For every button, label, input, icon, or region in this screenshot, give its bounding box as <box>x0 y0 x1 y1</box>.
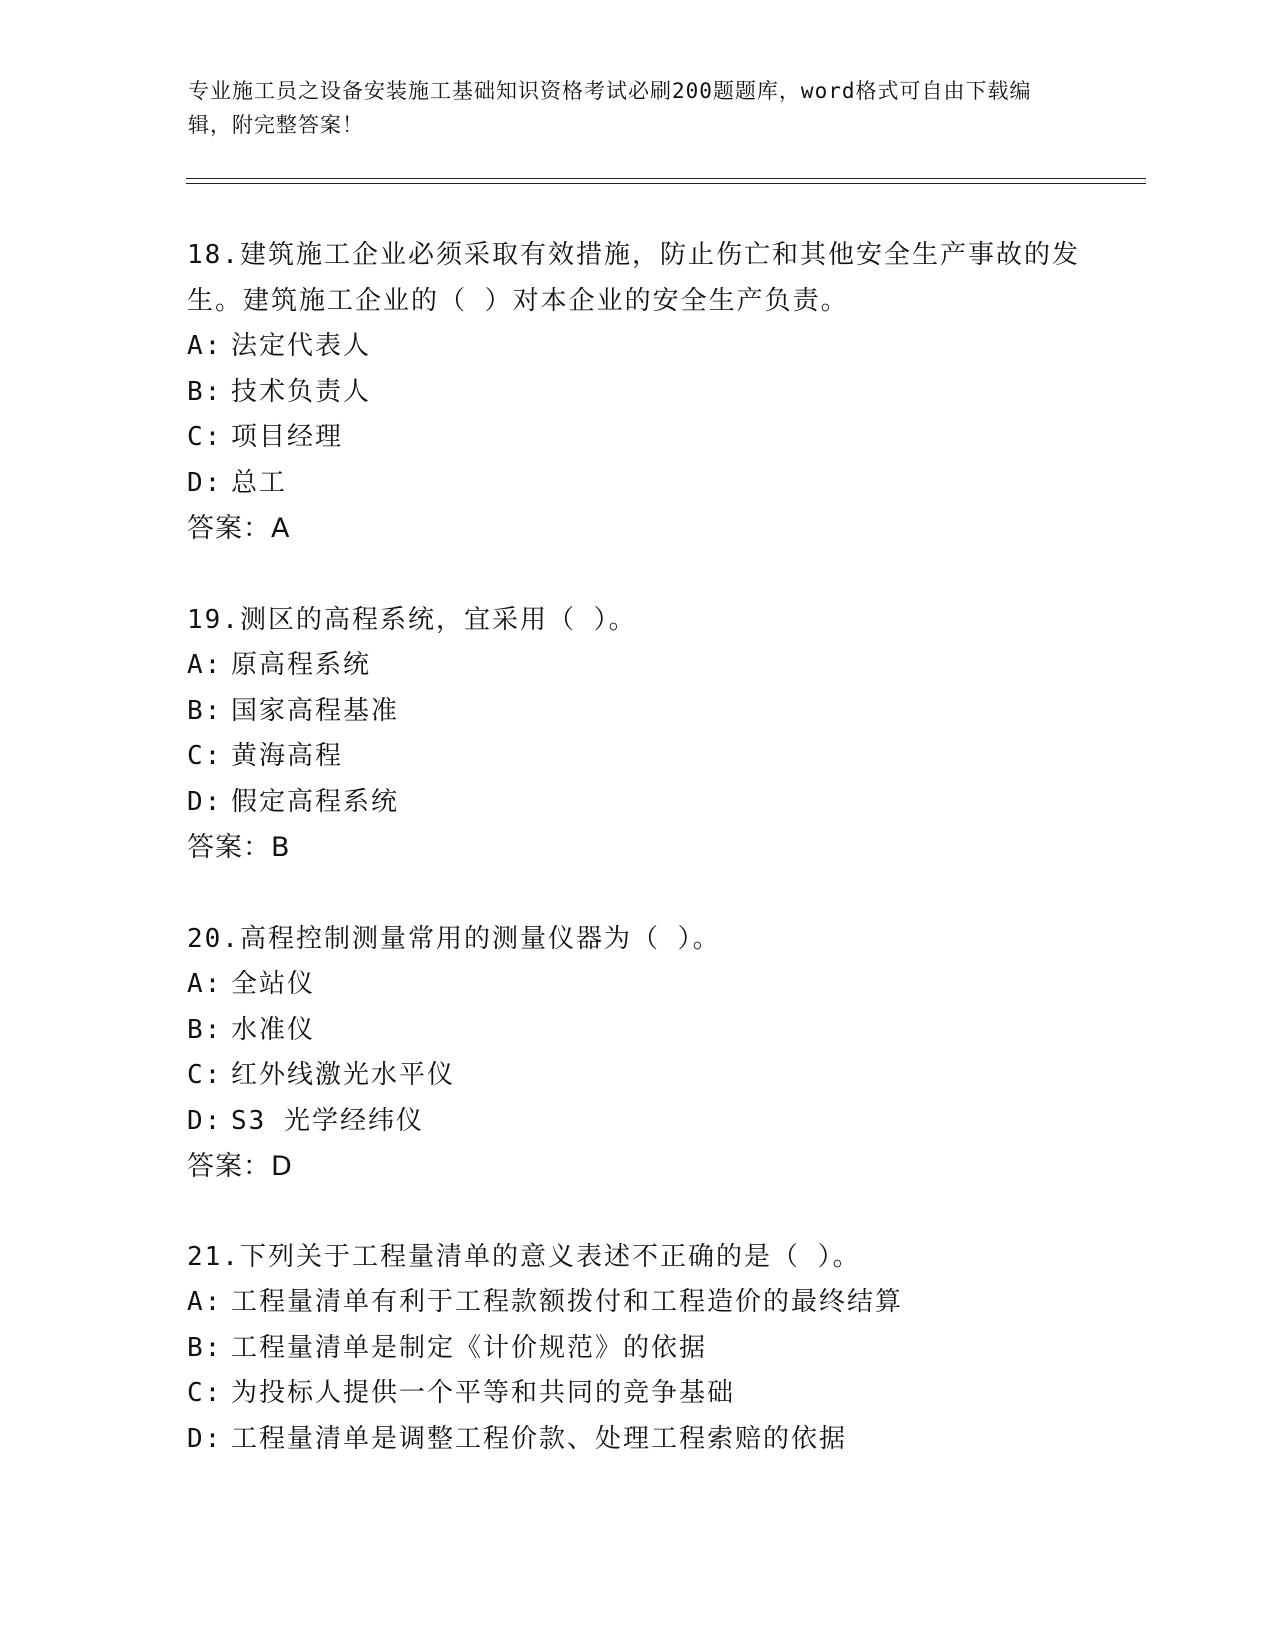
document-header: 专业施工员之设备安装施工基础知识资格考试必刷200题题库，word格式可自由下载编辑，附完整答案！ <box>188 79 1032 137</box>
option-letter: A: <box>187 650 223 680</box>
option-text: 技术负责人 <box>231 376 372 407</box>
option-text: 原高程系统 <box>231 650 372 680</box>
option-a <box>187 1280 1087 1326</box>
question-19 <box>187 597 1087 871</box>
question-stem: 18.建筑施工企业必须采取有效措施，防止伤亡和其他安全生产事故的发生。建筑施工企业的（ ）对本企业的安全生产负责。 <box>187 240 1080 316</box>
option-d <box>187 1417 1087 1463</box>
option-c <box>187 415 1087 461</box>
option-d <box>187 780 1087 826</box>
answer-line: 答案：D <box>187 1151 293 1182</box>
option-text: 工程量清单有利于工程款额拨付和工程造价的最终结算 <box>231 1287 904 1317</box>
option-d <box>187 461 1087 507</box>
option-text: 水准仪 <box>231 1014 316 1045</box>
option-letter: D: <box>187 1423 223 1454</box>
option-b <box>187 1326 1087 1372</box>
option-text: 全站仪 <box>231 969 316 999</box>
option-b <box>187 370 1087 416</box>
option-letter: B: <box>187 1332 223 1363</box>
option-letter: A: <box>187 331 223 361</box>
option-letter: D: <box>187 467 223 498</box>
option-text: S3 光学经纬仪 <box>231 1105 424 1136</box>
answer-line: 答案：A <box>187 513 291 544</box>
option-text: 假定高程系统 <box>231 786 400 817</box>
option-b <box>187 689 1087 735</box>
option-text: 工程量清单是调整工程价款、处理工程索赔的依据 <box>231 1423 848 1454</box>
option-letter: B: <box>187 1014 223 1045</box>
option-a <box>187 324 1087 370</box>
option-letter: C: <box>187 1060 223 1090</box>
option-c <box>187 1053 1087 1099</box>
option-text: 工程量清单是制定《计价规范》的依据 <box>231 1332 708 1363</box>
option-letter: C: <box>187 741 223 771</box>
option-letter: B: <box>187 695 223 726</box>
option-text: 国家高程基准 <box>231 695 400 726</box>
option-a <box>187 643 1087 689</box>
question-21 <box>187 1234 1087 1462</box>
header-divider-bottom <box>186 183 1146 184</box>
option-b <box>187 1008 1087 1054</box>
option-letter: A: <box>187 969 223 999</box>
option-text: 法定代表人 <box>231 331 372 361</box>
question-18 <box>187 232 1087 552</box>
answer-line: 答案：B <box>187 832 291 863</box>
option-a <box>187 962 1087 1008</box>
option-text: 红外线激光水平仪 <box>231 1060 456 1090</box>
option-text: 黄海高程 <box>231 741 344 771</box>
question-stem: 19.测区的高程系统，宜采用（ ）。 <box>187 605 637 635</box>
option-text: 总工 <box>231 467 288 498</box>
option-letter: B: <box>187 376 223 407</box>
question-stem: 20.高程控制测量常用的测量仪器为（ ）。 <box>187 924 721 954</box>
question-stem: 21.下列关于工程量清单的意义表述不正确的是（ ）。 <box>187 1242 861 1272</box>
option-text: 项目经理 <box>231 422 344 452</box>
option-letter: C: <box>187 422 223 452</box>
option-letter: A: <box>187 1287 223 1317</box>
option-letter: D: <box>187 786 223 817</box>
header-divider-top <box>186 178 1146 179</box>
option-letter: C: <box>187 1378 223 1408</box>
option-c <box>187 1371 1087 1417</box>
option-letter: D: <box>187 1105 223 1136</box>
option-text: 为投标人提供一个平等和共同的竞争基础 <box>231 1378 736 1408</box>
option-d <box>187 1099 1087 1145</box>
question-20 <box>187 916 1087 1190</box>
option-c <box>187 734 1087 780</box>
